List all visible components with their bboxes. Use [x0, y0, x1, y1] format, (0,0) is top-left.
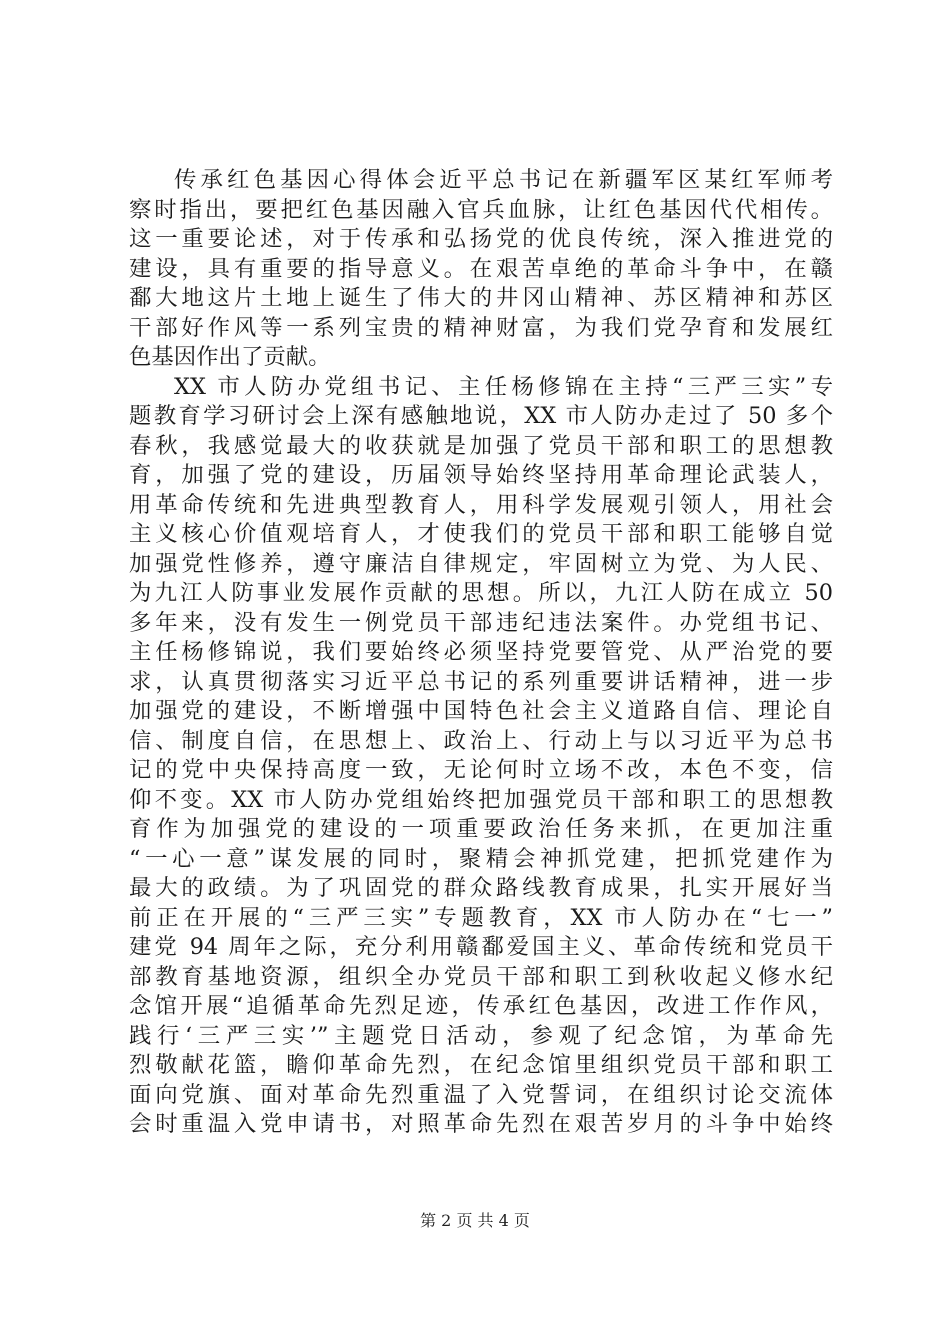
text-line: 察时指出，要把红色基因融入官兵血脉，让红色基因代代相传。: [129, 196, 833, 223]
text-line: 面向党旗、面对革命先烈重温了入党誓词，在组织讨论交流体: [129, 1081, 833, 1108]
text-line: 用革命传统和先进典型教育人，用科学发展观引领人，用社会: [129, 491, 833, 518]
page-number-footer: 第 2 页 共 4 页: [420, 1211, 530, 1230]
text-line: 加强党的建设，不断增强中国特色社会主义道路自信、理论自: [129, 698, 833, 724]
text-line: 鄱大地这片土地上诞生了伟大的井冈山精神、苏区精神和苏区: [129, 285, 833, 311]
text-line: 加强党性修养，遵守廉洁自律规定，牢固树立为党、为人民、: [129, 550, 833, 577]
text-line: 这一重要论述，对于传承和弘扬党的优良传统，深入推进党的: [129, 226, 833, 252]
text-line: 传承红色基因心得体会近平总书记在新疆军区某红军师考: [174, 167, 833, 193]
text-line: 仰不变。XX 市人防办党组始终把加强党员干部和职工的思想教: [129, 786, 833, 813]
text-line: 色基因作出了贡献。: [129, 344, 331, 370]
text-line: 建党 94 周年之际，充分利用赣鄱爱国主义、革命传统和党员干: [129, 934, 833, 960]
text-line: 践行‘三严三实’”主题党日活动，参观了纪念馆，为革命先: [129, 1022, 833, 1049]
text-line: 会时重温入党申请书，对照革命先烈在艰苦岁月的斗争中始终: [129, 1111, 833, 1137]
text-line: 干部好作风等一系列宝贵的精神财富，为我们党孕育和发展红: [129, 314, 833, 341]
text-line: 建设，具有重要的指导意义。在艰苦卓绝的革命斗争中，在赣: [129, 255, 833, 282]
text-line: “一心一意”谋发展的同时，聚精会神抓党建，把抓党建作为: [129, 845, 833, 872]
text-line: 前正在开展的“三严三实”专题教育，XX 市人防办在“七一”: [129, 904, 833, 931]
text-line: 为九江人防事业发展作贡献的思想。所以，九江人防在成立 50: [129, 580, 833, 606]
text-line: 最大的政绩。为了巩固党的群众路线教育成果，扎实开展好当: [129, 875, 833, 901]
text-line: 念馆开展“追循革命先烈足迹，传承红色基因，改进工作作风，: [129, 993, 833, 1019]
text-line: 烈敬献花篮，瞻仰革命先烈，在纪念馆里组织党员干部和职工: [129, 1052, 833, 1078]
text-line: 记的党中央保持高度一致，无论何时立场不改，本色不变，信: [129, 757, 833, 783]
text-line: 求，认真贯彻落实习近平总书记的系列重要讲话精神，进一步: [129, 668, 833, 695]
text-line: 信、制度自信，在思想上、政治上、行动上与以习近平为总书: [129, 727, 833, 754]
text-line: 育，加强了党的建设，历届领导始终坚持用革命理论武装人，: [129, 462, 833, 488]
text-line: 题教育学习研讨会上深有感触地说，XX 市人防办走过了 50 多个: [129, 403, 833, 429]
text-line: 多年来，没有发生一例党员干部违纪违法案件。办党组书记、: [129, 609, 833, 636]
text-line: 部教育基地资源，组织全办党员干部和职工到秋收起义修水纪: [129, 963, 833, 990]
text-line: 春秋，我感觉最大的收获就是加强了党员干部和职工的思想教: [129, 432, 833, 459]
text-line: 育作为加强党的建设的一项重要政治任务来抓，在更加注重: [129, 816, 833, 842]
text-line: 主义核心价值观培育人，才使我们的党员干部和职工能够自觉: [129, 521, 833, 547]
text-line: XX 市人防办党组书记、主任杨修锦在主持“三严三实”专: [174, 373, 833, 400]
body-text: [129, 166, 833, 1140]
text-line: 主任杨修锦说，我们要始终必须坚持党要管党、从严治党的要: [129, 639, 833, 665]
